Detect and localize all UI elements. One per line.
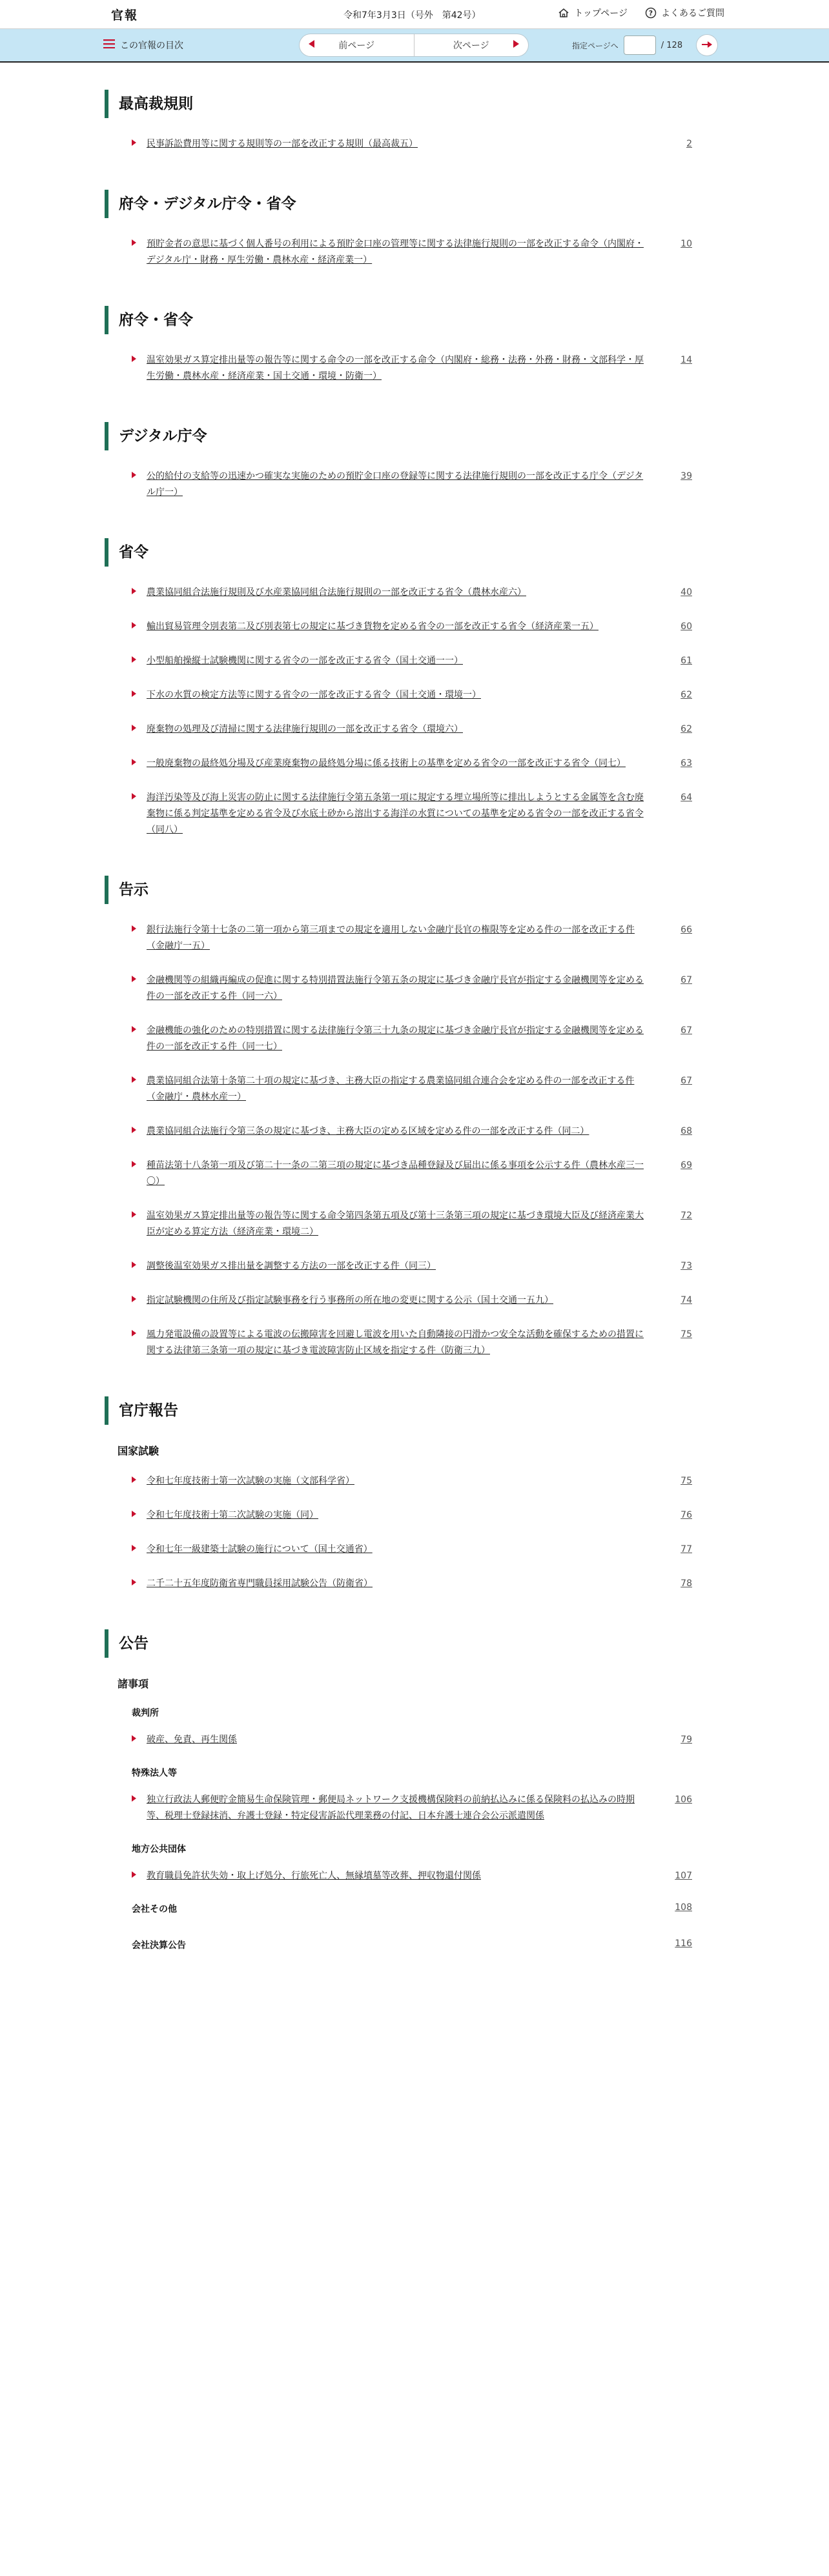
entry-link[interactable]: 令和七年一級建築士試験の施行について（国土交通省）	[147, 1544, 373, 1555]
kanpo-logo[interactable]: 官報	[111, 8, 139, 23]
triangle-bullet-icon	[132, 925, 136, 932]
arrow-right-circle-icon	[702, 41, 712, 50]
triangle-bullet-icon	[132, 1871, 136, 1878]
entry-link[interactable]: 金融機能の強化のための特別措置に関する法律施行令第三十九条の規定に基づき金融庁長官が指定する金融機関等を定める件の一部を改正する件（同一七）	[147, 1025, 644, 1052]
prev-page-label: 前ページ	[338, 41, 375, 51]
company-other-label: 会社その他	[132, 1904, 177, 1915]
list-item	[132, 1023, 705, 1055]
subheading-miscellaneous: 諸事項	[118, 1678, 149, 1690]
entry-page-link[interactable]: 77	[681, 1544, 692, 1555]
entry-link[interactable]: 小型船舶操縦士試験機関に関する省令の一部を改正する省令（国土交通一一）	[147, 656, 463, 666]
entry-link[interactable]: 二千二十五年度防衛省専門職員採用試験公告（防衛省）	[147, 1578, 373, 1589]
triangle-bullet-icon	[132, 472, 136, 478]
entry-page-link[interactable]: 73	[681, 1261, 692, 1271]
section-title: 告示	[105, 876, 705, 904]
triangle-bullet-icon	[132, 356, 136, 362]
entry-link[interactable]: 風力発電設備の設置等による電波の伝搬障害を回避し電波を用いた自動隣接の円滑かつ安全な活動を確保するための措置に関する法律第三条第一項の規定に基づき電波障害防止区域を指定する件（防衛三九）	[147, 1329, 644, 1356]
entry-page-link[interactable]: 62	[681, 724, 692, 734]
list-item	[132, 687, 705, 703]
toc-button[interactable]	[103, 39, 183, 52]
section-title: 省令	[105, 538, 705, 567]
page-jump	[572, 35, 717, 55]
entry-page-link[interactable]: 74	[681, 1295, 692, 1305]
section-supreme-court-rules	[105, 90, 705, 152]
go-page-button[interactable]	[697, 35, 717, 55]
list-item	[132, 790, 705, 838]
faq-label: よくあるご質問	[661, 8, 724, 19]
entry-page-link[interactable]: 60	[681, 621, 692, 632]
list-item	[132, 1293, 705, 1309]
hamburger-icon	[103, 39, 115, 51]
list-item	[132, 1792, 705, 1824]
entry-link[interactable]: 下水の水質の検定方法等に関する省令の一部を改正する省令（国土交通・環境一）	[147, 690, 481, 700]
triangle-bullet-icon	[132, 759, 136, 765]
list-item	[132, 1473, 705, 1489]
triangle-bullet-icon	[132, 656, 136, 663]
entry-link[interactable]: 廃棄物の処理及び清掃に関する法律施行規則の一部を改正する省令（環境六）	[147, 724, 463, 734]
entry-link[interactable]: 農業協同組合法第十条第二十項の規定に基づき、主務大臣の指定する農業協同組合連合会を定める件の一部を改正する件（金融庁・農林水産一）	[147, 1076, 635, 1102]
triangle-bullet-icon	[132, 1735, 136, 1742]
list-item	[132, 468, 705, 501]
company-other-row	[132, 1902, 692, 1915]
arrow-left-icon	[309, 40, 315, 50]
entry-link[interactable]: 種苗法第十八条第一項及び第二十一条の二第三項の規定に基づき品種登録及び届出に係る事項を公示する件（農林水産三一〇）	[147, 1160, 644, 1187]
triangle-bullet-icon	[132, 1127, 136, 1133]
page-navigation-bar	[0, 29, 829, 63]
triangle-bullet-icon	[132, 725, 136, 731]
section-ministerial-ordinances	[105, 538, 705, 838]
entry-page-link[interactable]: 40	[681, 587, 692, 598]
entry-link[interactable]: 海洋汚染等及び海上災害の防止に関する法律施行令第五条第一項に規定する埋立場所等に排出しようとする金属等を含む廃棄物に係る判定基準を定める省令及び水底土砂から溶出する海洋の水質についての基準を定める省令の一部を改正する省令（同八）	[147, 792, 644, 835]
arrow-right-icon	[513, 40, 519, 50]
list-item	[132, 136, 705, 152]
entry-page-link[interactable]: 75	[681, 1329, 692, 1340]
entry-page-link[interactable]: 14	[681, 355, 692, 365]
entry-link[interactable]: 温室効果ガス算定排出量等の報告等に関する命令第四条第五項及び第十三条第三項の規定に基づき環境大臣及び経済産業大臣が定める算定方法（経済産業・環境二）	[147, 1211, 644, 1237]
toc-content	[105, 63, 705, 1951]
list-item	[132, 1327, 705, 1359]
entry-link[interactable]: 預貯金者の意思に基づく個人番号の利用による預貯金口座の管理等に関する法律施行規則の一部を改正する命令（内閣府・デジタル庁・財務・厚生労働・農林水産・経済産業一）	[147, 239, 644, 265]
entry-page-link[interactable]: 76	[681, 1510, 692, 1520]
prev-page-button[interactable]	[300, 34, 414, 56]
entry-page-link[interactable]: 116	[675, 1938, 692, 1949]
subheading-national-exams: 国家試験	[118, 1445, 159, 1457]
pager	[300, 34, 528, 56]
company-financial-label: 会社決算公告	[132, 1940, 186, 1951]
entry-page-link[interactable]: 78	[681, 1578, 692, 1589]
triangle-bullet-icon	[132, 1026, 136, 1032]
list-item	[132, 236, 705, 268]
list-item	[132, 1123, 705, 1140]
header-links	[557, 6, 724, 19]
svg-text:?: ?	[648, 9, 653, 17]
triangle-bullet-icon	[132, 139, 136, 146]
triangle-bullet-icon	[132, 1296, 136, 1302]
entry-page-link[interactable]: 72	[681, 1211, 692, 1221]
company-financial-row	[132, 1938, 692, 1951]
entry-page-link[interactable]: 61	[681, 656, 692, 666]
entry-page-link[interactable]: 67	[681, 1076, 692, 1086]
site-header	[0, 0, 829, 29]
entry-link[interactable]: 民事訴訟費用等に関する規則等の一部を改正する規則（最高裁五）	[147, 139, 418, 149]
list-item	[132, 1542, 705, 1558]
triangle-bullet-icon	[132, 976, 136, 982]
list-item	[132, 756, 705, 772]
entry-link[interactable]: 調整後温室効果ガス排出量を調整する方法の一部を改正する件（同三）	[147, 1261, 436, 1271]
entry-page-link[interactable]: 69	[681, 1160, 692, 1171]
list-item	[132, 972, 705, 1005]
entry-link[interactable]: 令和七年度技術士第一次試験の実施（文部科学省）	[147, 1476, 354, 1486]
subheading-courts: 裁判所	[132, 1708, 159, 1718]
entry-link[interactable]: 指定試験機関の住所及び指定試験事務を行う事務所の所在地の変更に関する公示（国土交通一五九）	[147, 1295, 553, 1305]
entry-page-link[interactable]: 39	[681, 471, 692, 481]
entry-page-link[interactable]: 108	[675, 1902, 692, 1913]
list-item	[132, 721, 705, 738]
triangle-bullet-icon	[132, 1795, 136, 1802]
entry-link[interactable]: 輸出貿易管理令別表第二及び別表第七の規定に基づき貨物を定める省令の一部を改正する省令（経済産業一五）	[147, 621, 599, 632]
section-title: 府令・デジタル庁令・省令	[105, 190, 705, 218]
section-title: 公告	[105, 1629, 705, 1658]
entry-link[interactable]: 温室効果ガス算定排出量等の報告等に関する命令の一部を改正する命令（内閣府・総務・法務・外務・財務・文部科学・厚生労働・農林水産・経済産業・国土交通・環境・防衛一）	[147, 355, 644, 381]
entry-page-link[interactable]: 67	[681, 1025, 692, 1036]
list-item	[132, 1158, 705, 1190]
subheading-local-governments: 地方公共団体	[132, 1844, 186, 1855]
entry-page-link[interactable]: 67	[681, 975, 692, 985]
entry-page-link[interactable]: 62	[681, 690, 692, 700]
triangle-bullet-icon	[132, 1511, 136, 1517]
triangle-bullet-icon	[132, 1076, 136, 1083]
triangle-bullet-icon	[132, 793, 136, 800]
next-page-button[interactable]	[414, 34, 529, 56]
list-item	[132, 352, 705, 385]
entry-page-link[interactable]: 64	[681, 792, 692, 803]
entry-link[interactable]: 独立行政法人郵便貯金簡易生命保険管理・郵便局ネットワーク支援機構保険料の前納払込みに係る保険料の払込みの時期等、税理士登録抹消、弁護士登録・特定侵害訴訟代理業務の付記、日本弁護士連合会公示派遣関係	[147, 1795, 635, 1821]
entry-link[interactable]: 令和七年度技術士第二次試験の実施（同）	[147, 1510, 318, 1520]
entry-link[interactable]: 金融機関等の組織再編成の促進に関する特別措置法施行令第五条の規定に基づき金融庁長官が指定する金融機関等を定める件の一部を改正する件（同一六）	[147, 975, 644, 1001]
entry-link[interactable]: 銀行法施行令第十七条の二第一項から第三項までの規定を適用しない金融庁長官の権限等を定める件の一部を改正する件（金融庁一五）	[147, 925, 635, 951]
home-icon	[557, 6, 570, 19]
toc-label: この官報の目次	[120, 41, 183, 51]
top-page-link[interactable]	[557, 6, 628, 19]
list-item	[132, 1868, 705, 1884]
entry-link[interactable]: 教育職員免許状失効・取上げ処分、行旅死亡人、無縁墳墓等改葬、押収物還付関係	[147, 1871, 481, 1881]
total-pages: / 128	[660, 40, 683, 50]
list-item	[132, 1208, 705, 1240]
entry-page-link[interactable]: 2	[686, 139, 692, 149]
triangle-bullet-icon	[132, 239, 136, 246]
entry-page-link[interactable]: 75	[681, 1476, 692, 1486]
section-title: 府令・省令	[105, 306, 705, 334]
list-item	[132, 1258, 705, 1274]
entry-link[interactable]: 公的給付の支給等の迅速かつ確実な実施のための預貯金口座の登録等に関する法律施行規則の一部を改正する庁令（デジタル庁一）	[147, 471, 644, 498]
list-item	[132, 922, 705, 954]
subheading-special-corporations: 特殊法人等	[132, 1768, 177, 1778]
list-item	[132, 619, 705, 635]
entry-link[interactable]: 一般廃棄物の最終処分場及び産業廃棄物の最終処分場に係る技術上の基準を定める省令の一部を改正する省令（同七）	[147, 758, 626, 769]
section-title: 最高裁規則	[105, 90, 705, 118]
section-government-reports	[105, 1396, 705, 1592]
entry-page-link[interactable]: 106	[675, 1795, 692, 1805]
triangle-bullet-icon	[132, 1211, 136, 1218]
question-icon	[644, 6, 657, 19]
section-title: デジタル庁令	[105, 422, 705, 450]
page-jump-label: 指定ページへ	[572, 41, 619, 50]
section-notices	[105, 876, 705, 1359]
entry-page-link[interactable]: 10	[681, 239, 692, 249]
entry-page-link[interactable]: 66	[681, 925, 692, 935]
issue-date: 令和7年3月3日（号外 第42号）	[343, 10, 481, 21]
section-cabinet-digital-ministerial-ordinances	[105, 190, 705, 268]
section-digital-agency-ordinances	[105, 422, 705, 501]
list-item	[132, 585, 705, 601]
triangle-bullet-icon	[132, 1545, 136, 1551]
page-number-input[interactable]	[624, 35, 656, 55]
list-item	[132, 653, 705, 669]
entry-page-link[interactable]: 107	[675, 1871, 692, 1881]
triangle-bullet-icon	[132, 1330, 136, 1336]
list-item	[132, 1073, 705, 1105]
triangle-bullet-icon	[132, 1161, 136, 1167]
triangle-bullet-icon	[132, 690, 136, 697]
list-item	[132, 1576, 705, 1592]
triangle-bullet-icon	[132, 588, 136, 594]
entry-link[interactable]: 農業協同組合法施行規則及び水産業協同組合法施行規則の一部を改正する省令（農林水産六）	[147, 587, 526, 598]
triangle-bullet-icon	[132, 1579, 136, 1585]
section-cabinet-ministerial-ordinances	[105, 306, 705, 385]
entry-link[interactable]: 破産、免責、再生関係	[147, 1735, 237, 1745]
list-item	[132, 1507, 705, 1524]
triangle-bullet-icon	[132, 1476, 136, 1483]
entry-page-link[interactable]: 79	[681, 1735, 692, 1745]
triangle-bullet-icon	[132, 622, 136, 629]
section-title: 官庁報告	[105, 1396, 705, 1425]
entry-page-link[interactable]: 63	[681, 758, 692, 769]
top-page-label: トップページ	[574, 8, 628, 19]
next-page-label: 次ページ	[453, 41, 489, 51]
entry-link[interactable]: 農業協同組合法施行令第三条の規定に基づき、主務大臣の定める区域を定める件の一部を改正する件（同二）	[147, 1126, 589, 1136]
entry-page-link[interactable]: 68	[681, 1126, 692, 1136]
list-item	[132, 1732, 705, 1748]
section-public-notices	[105, 1629, 705, 1951]
triangle-bullet-icon	[132, 1262, 136, 1268]
faq-link[interactable]	[644, 6, 724, 19]
